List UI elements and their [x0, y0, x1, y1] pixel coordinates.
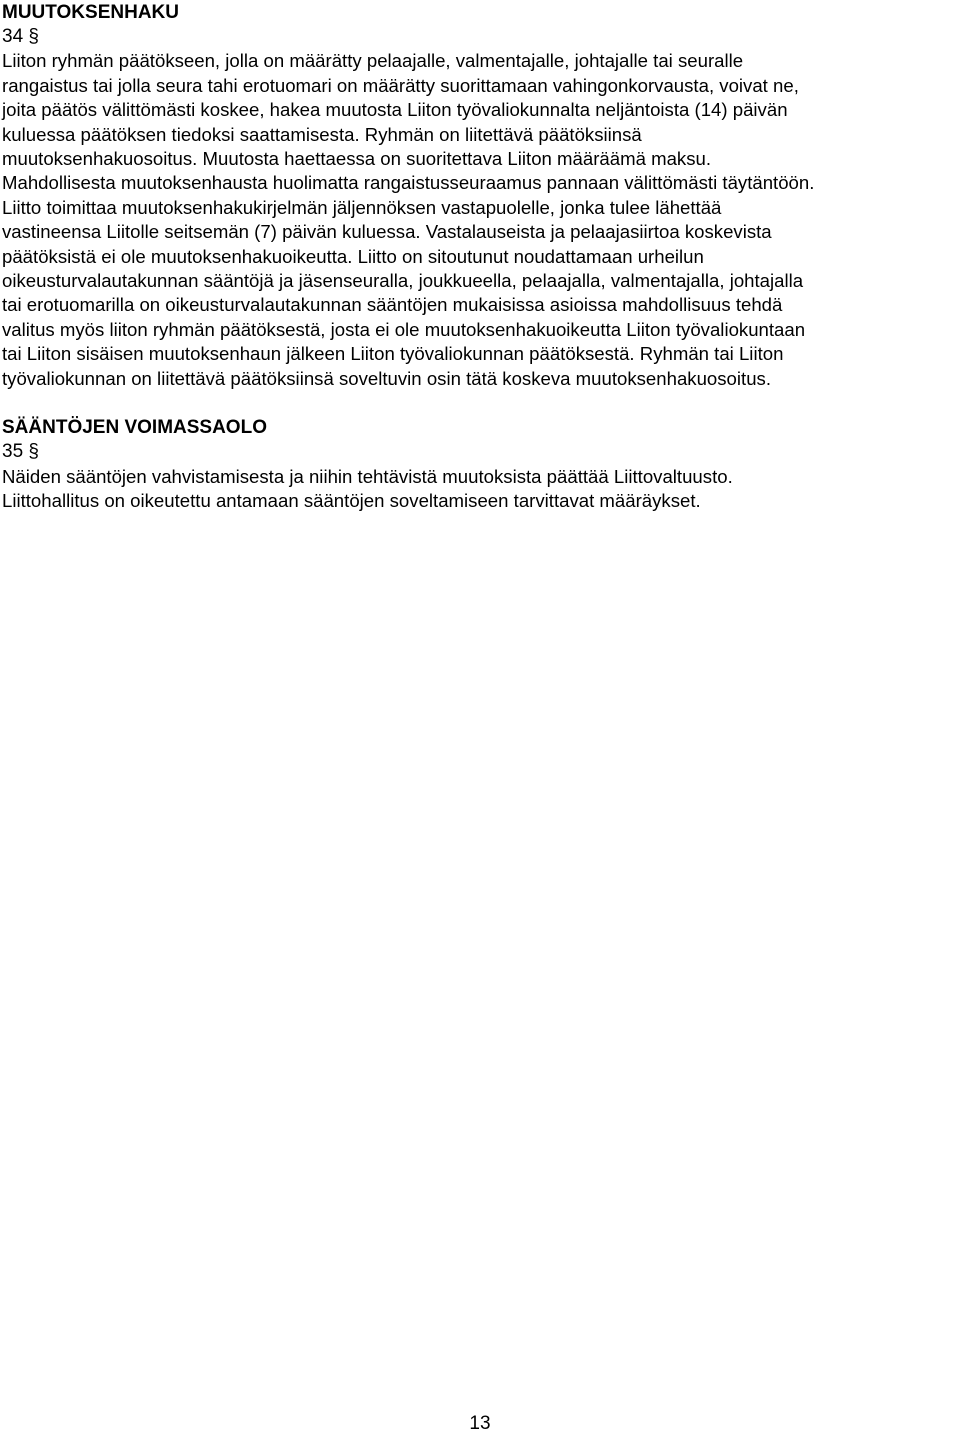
- section-paragraph: Näiden sääntöjen vahvistamisesta ja niihin tehtävistä muutoksista päättää Liittovaltuusto. Liittohallitus on oikeutettu antamaan sääntöjen soveltamiseen tarvittavat määräykset.: [2, 465, 733, 511]
- section-saantojen-voimassaolo: [2, 415, 954, 513]
- section-heading: SÄÄNTÖJEN VOIMASSAOLO: [2, 417, 267, 439]
- section-number: 35 §: [2, 441, 39, 463]
- section-spacer: [2, 391, 954, 415]
- section-heading: MUUTOKSENHAKU: [2, 2, 179, 23]
- page-number: 13: [469, 1413, 491, 1434]
- section-muutoksenhaku: [2, 0, 954, 391]
- section-paragraph: Liiton ryhmän päätökseen, jolla on määrätty pelaajalle, valmentajalle, johtajalle tai seuralle rangaistus tai jolla seura tahi erotuomari on määrätty suorittamaan vahingonkorvausta, voivat ne, joita päätös välittömästi koskee, hakea muutosta Liiton työvaliokunnalta neljäntoista (14) päivän kuluessa päätöksen tiedoksi saattamisesta. Ryhmän on liitettävä päätöksiinsä muutoksenhakuosoitus. Muutosta haettaessa on suoritettava Liiton määräämä maksu. Mahdollisesta muutoksenhausta huolimatta rangaistusseuraamus pannaan välittömästi täytäntöön. Liitto toimittaa muutoksenhakukirjelmän jäljennöksen vastapuolelle, jonka tulee lähettää vastineensa Liitolle seitsemän (7) päivän kuluessa. Vastalauseista ja pelaajasiirtoa koskevista päätöksistä ei ole muutoksenhakuoikeutta. Liitto on sitoutunut noudattamaan urheilun oikeusturvalautakunnan sääntöjä ja jäsenseuralla, joukkueella, pelaajalla, valmentajalla, johtajalla tai erotuomarilla on oikeusturvalautakunnan sääntöjen mukaisissa asioissa mahdollisuus tehdä valitus myös liiton ryhmän päätöksestä, josta ei ole muutoksenhakuoikeutta Liiton työvaliokuntaan tai Liiton sisäisen muutoksenhaun jälkeen Liiton työvaliokunnan päätöksestä. Ryhmän tai Liiton työvaliokunnan on liitettävä päätöksiinsä soveltuvin osin tätä koskeva muutoksenhakuosoitus.: [2, 50, 815, 389]
- section-number: 34 §: [2, 26, 39, 47]
- document-page: [2, 0, 954, 513]
